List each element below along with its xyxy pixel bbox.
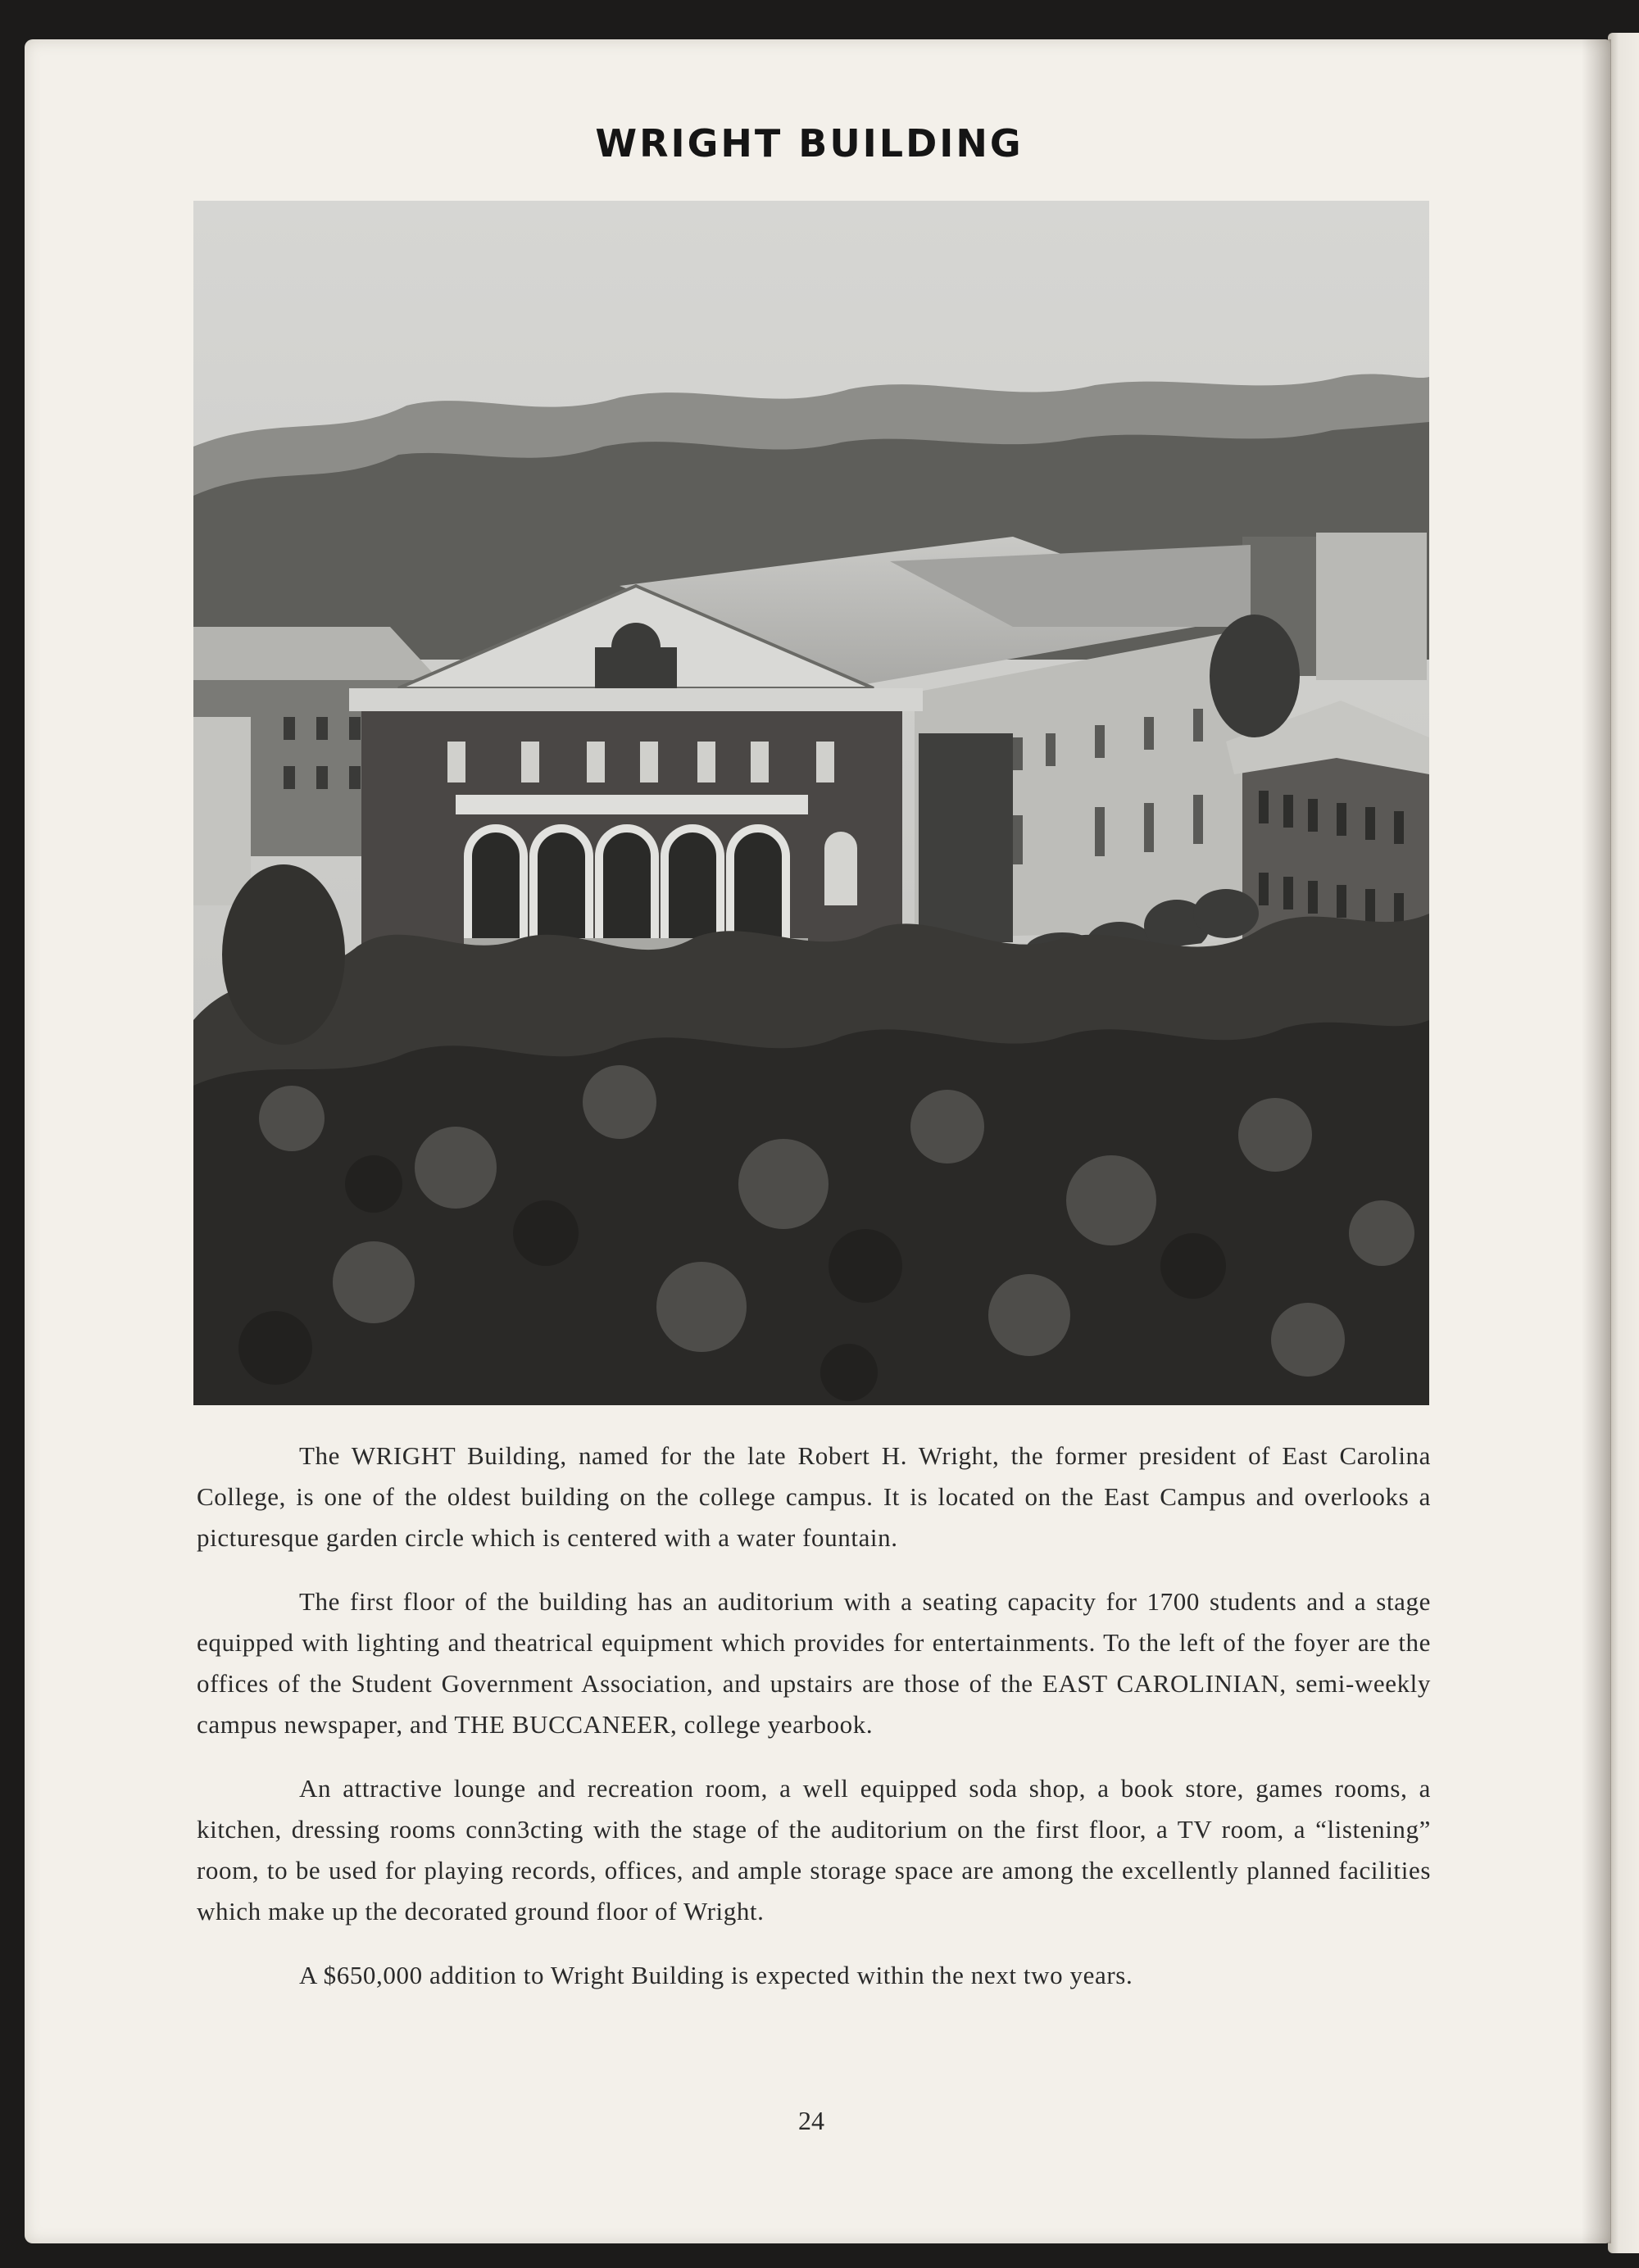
gutter-shadow (1582, 39, 1611, 2243)
paragraph-1: The WRIGHT Building, named for the late Robert H. Wright, the former president of East Carolina College, is one of the oldest building on the college campus. It is located on the East Campus and overlooks a picturesque garden circle which is centered with a water fountain. (197, 1441, 1431, 1552)
building-photo (193, 201, 1429, 1405)
paragraph-4: A $650,000 addition to Wright Building is expected within the next two years. (299, 1961, 1133, 1989)
article-body (197, 1436, 1431, 2019)
paragraph-2: The first floor of the building has an auditorium with a seating capacity for 1700 students and a stage equipped with lighting and theatrical equipment which provides for entertainments. To the left of the foyer are the offices of the Student Government Association, and upstairs are those of the EAST CAROLINIAN, semi-weekly campus newspaper, and THE BUCCANEER, college yearbook. (197, 1587, 1431, 1739)
page-number: 24 (798, 2106, 824, 2135)
page-title: WRIGHT BUILDING (595, 121, 1024, 166)
next-page-edge (1608, 33, 1639, 2253)
paragraph-3: An attractive lounge and recreation room, a well equipped soda shop, a book store, games rooms, a kitchen, dressing rooms conn3cting with the stage of the auditorium on the first floor, a TV room, a “listening” room, to be used for playing records, offices, and ample storage space are among the excellently planned facilities which make up the decorated ground floor of Wright. (197, 1774, 1431, 1926)
